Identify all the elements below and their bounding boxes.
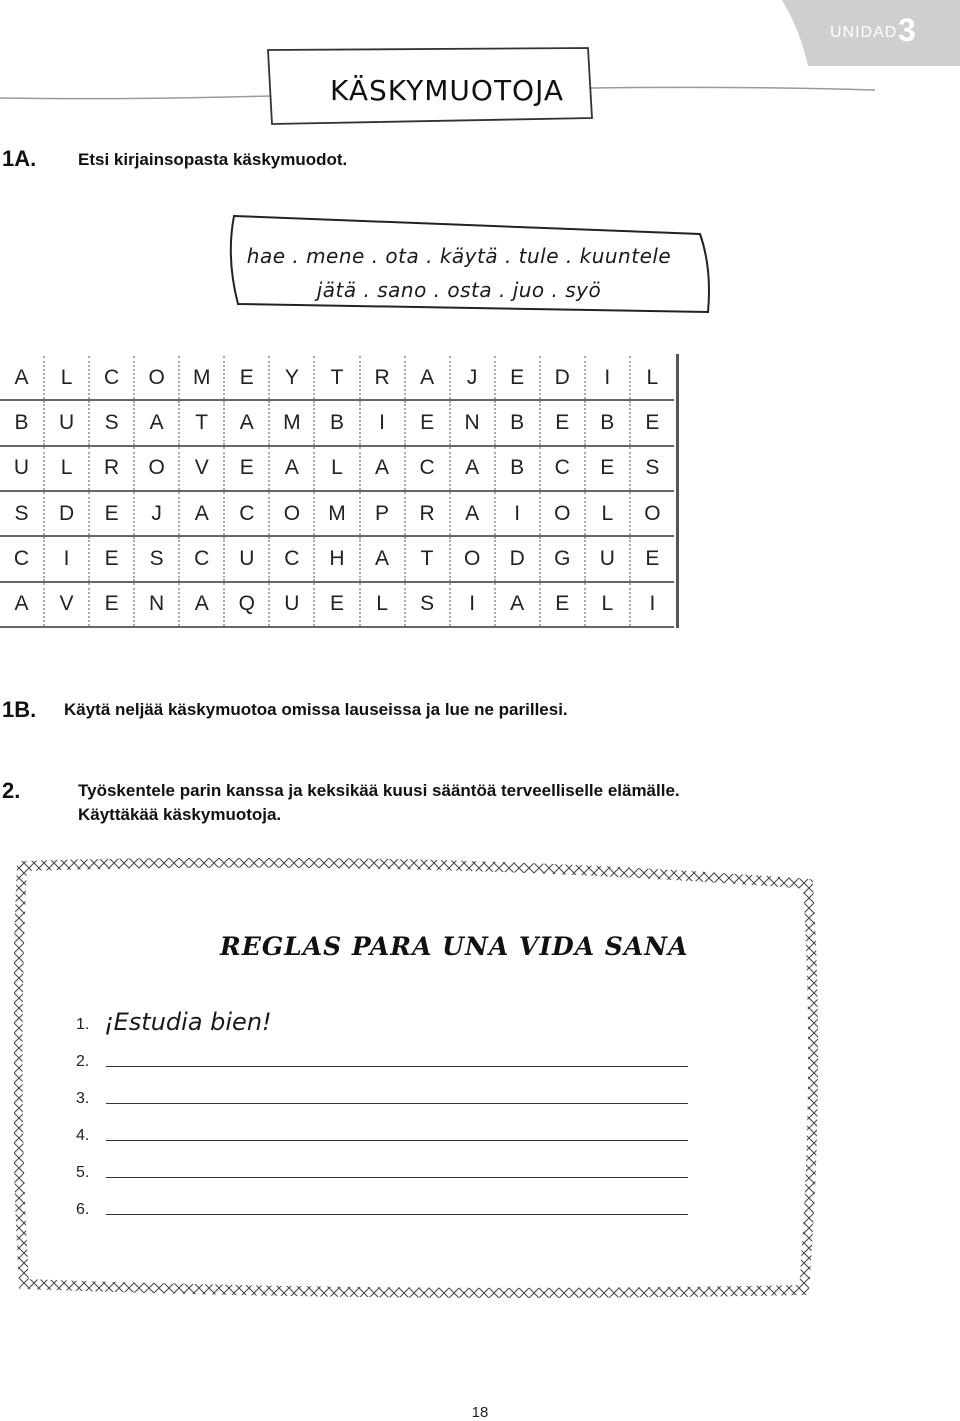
letter-cell[interactable]: L xyxy=(314,446,359,491)
title-rule-left xyxy=(0,96,270,99)
letter-cell[interactable]: R xyxy=(405,491,450,536)
unit-number: 3 xyxy=(898,12,916,48)
letter-cell[interactable]: B xyxy=(585,400,630,445)
rule-number-3: 3. xyxy=(76,1090,90,1107)
letter-grid-row xyxy=(0,446,674,491)
letter-grid-row xyxy=(0,582,674,627)
exercise-1a-number: 1A. xyxy=(2,146,37,171)
letter-cell[interactable]: E xyxy=(224,446,269,491)
letter-cell[interactable]: A xyxy=(405,356,450,400)
letter-cell[interactable]: A xyxy=(495,582,540,627)
letter-cell[interactable]: B xyxy=(495,446,540,491)
letter-cell[interactable]: E xyxy=(314,582,359,627)
letter-cell[interactable]: L xyxy=(44,446,89,491)
letter-cell[interactable]: E xyxy=(89,491,134,536)
letter-cell[interactable]: C xyxy=(269,536,314,581)
letter-cell[interactable]: T xyxy=(405,536,450,581)
letter-cell[interactable]: M xyxy=(269,400,314,445)
letter-cell[interactable]: E xyxy=(495,356,540,400)
letter-cell[interactable]: C xyxy=(540,446,585,491)
exercise-1b-number: 1B. xyxy=(2,697,37,722)
letter-cell[interactable]: M xyxy=(179,356,224,400)
letter-cell[interactable]: I xyxy=(360,400,405,445)
word-bank xyxy=(224,212,704,322)
exercise-2-instruction-line-2: Käyttäkää käskymuotoja. xyxy=(78,805,282,824)
rule-number-4: 4. xyxy=(76,1127,90,1144)
rules-box-frame xyxy=(14,858,826,1306)
letter-cell[interactable]: E xyxy=(89,582,134,627)
rule-answer-line-5[interactable] xyxy=(106,1177,688,1178)
unit-label: UNIDAD xyxy=(830,24,898,41)
page-number: 18 xyxy=(471,1404,489,1421)
rule-answer-line-6[interactable] xyxy=(106,1214,688,1215)
letter-cell[interactable]: B xyxy=(0,400,44,445)
letter-cell[interactable]: B xyxy=(495,400,540,445)
rule-text-1: ¡Estudia bien! xyxy=(104,1008,272,1036)
letter-grid-row xyxy=(0,356,674,400)
letter-cell[interactable]: E xyxy=(630,536,674,581)
letter-cell[interactable]: E xyxy=(224,356,269,400)
rule-number-6: 6. xyxy=(76,1201,90,1218)
rule-answer-line-2[interactable] xyxy=(106,1066,688,1067)
letter-cell[interactable]: R xyxy=(89,446,134,491)
letter-cell[interactable]: U xyxy=(224,536,269,581)
letter-cell[interactable]: C xyxy=(0,536,44,581)
letter-cell[interactable]: I xyxy=(495,491,540,536)
letter-cell[interactable]: O xyxy=(540,491,585,536)
word-bank-line-1: hae . mene . ota . käytä . tule . kuuntele xyxy=(246,244,672,268)
letter-cell[interactable]: E xyxy=(89,536,134,581)
letter-cell[interactable]: L xyxy=(630,356,674,400)
letter-grid-row xyxy=(0,491,674,536)
letter-cell[interactable]: U xyxy=(585,536,630,581)
exercise-1b-instruction: Käytä neljää käskymuotoa omissa lauseissa ja lue ne parillesi. xyxy=(64,700,568,719)
exercise-2-number: 2. xyxy=(2,778,21,803)
letter-cell[interactable]: Q xyxy=(224,582,269,627)
letter-cell[interactable]: A xyxy=(179,582,224,627)
letter-cell[interactable]: P xyxy=(360,491,405,536)
letter-cell[interactable]: S xyxy=(630,446,674,491)
letter-cell[interactable]: V xyxy=(179,446,224,491)
letter-cell[interactable]: A xyxy=(450,491,495,536)
letter-grid-frame xyxy=(0,354,679,628)
letter-cell[interactable]: A xyxy=(224,400,269,445)
letter-cell[interactable]: A xyxy=(269,446,314,491)
letter-cell[interactable]: C xyxy=(89,356,134,400)
page-title: KÄSKYMUOTOJA xyxy=(330,74,565,107)
letter-cell[interactable]: U xyxy=(269,582,314,627)
letter-cell[interactable]: I xyxy=(450,582,495,627)
letter-cell[interactable]: U xyxy=(0,446,44,491)
letter-grid-row xyxy=(0,400,674,445)
letter-cell[interactable]: D xyxy=(44,491,89,536)
rule-answer-line-3[interactable] xyxy=(106,1103,688,1104)
rule-answer-line-4[interactable] xyxy=(106,1140,688,1141)
letter-cell[interactable]: S xyxy=(405,582,450,627)
letter-cell[interactable]: L xyxy=(360,582,405,627)
rule-number-1: 1. xyxy=(76,1016,90,1033)
letter-cell[interactable]: I xyxy=(585,356,630,400)
letter-cell[interactable]: A xyxy=(360,446,405,491)
letter-cell[interactable]: E xyxy=(405,400,450,445)
letter-cell[interactable]: C xyxy=(405,446,450,491)
letter-cell[interactable]: O xyxy=(269,491,314,536)
rule-number-5: 5. xyxy=(76,1164,90,1181)
letter-cell[interactable]: E xyxy=(540,400,585,445)
letter-cell[interactable]: A xyxy=(0,356,44,400)
letter-cell[interactable]: A xyxy=(134,400,179,445)
letter-cell[interactable]: O xyxy=(630,491,674,536)
letter-cell[interactable]: J xyxy=(134,491,179,536)
letter-cell[interactable]: C xyxy=(224,491,269,536)
letter-cell[interactable]: V xyxy=(44,582,89,627)
letter-cell[interactable]: N xyxy=(134,582,179,627)
letter-cell[interactable]: A xyxy=(179,491,224,536)
letter-cell[interactable]: L xyxy=(585,491,630,536)
letter-cell[interactable]: O xyxy=(450,536,495,581)
rules-box-title: REGLAS PARA UNA VIDA SANA xyxy=(220,932,689,961)
letter-cell[interactable]: L xyxy=(44,356,89,400)
exercise-1a-instruction: Etsi kirjainsopasta käskymuodot. xyxy=(78,150,348,169)
letter-cell[interactable]: T xyxy=(179,400,224,445)
letter-cell[interactable]: G xyxy=(540,536,585,581)
letter-cell[interactable]: I xyxy=(44,536,89,581)
letter-cell[interactable]: N xyxy=(450,400,495,445)
letter-cell[interactable]: B xyxy=(314,400,359,445)
letter-cell[interactable]: O xyxy=(134,356,179,400)
letter-cell[interactable]: C xyxy=(179,536,224,581)
letter-cell[interactable]: U xyxy=(44,400,89,445)
letter-cell[interactable]: D xyxy=(540,356,585,400)
letter-cell[interactable]: A xyxy=(360,536,405,581)
letter-cell[interactable]: H xyxy=(314,536,359,581)
letter-grid-row xyxy=(0,536,674,581)
letter-cell[interactable]: T xyxy=(314,356,359,400)
letter-cell[interactable]: E xyxy=(585,446,630,491)
letter-cell[interactable]: E xyxy=(540,582,585,627)
title-rule-right xyxy=(590,87,875,90)
letter-cell[interactable]: J xyxy=(450,356,495,400)
letter-cell[interactable]: R xyxy=(360,356,405,400)
letter-cell[interactable]: Y xyxy=(269,356,314,400)
exercise-2-instruction-line-1: Työskentele parin kanssa ja keksikää kuusi sääntöä terveelliselle elämälle. xyxy=(78,781,680,800)
letter-cell[interactable]: S xyxy=(134,536,179,581)
letter-cell[interactable]: A xyxy=(0,582,44,627)
letter-cell[interactable]: O xyxy=(134,446,179,491)
letter-cell[interactable]: E xyxy=(630,400,674,445)
letter-grid xyxy=(0,356,674,628)
letter-cell[interactable]: M xyxy=(314,491,359,536)
letter-cell[interactable]: D xyxy=(495,536,540,581)
letter-cell[interactable]: S xyxy=(89,400,134,445)
letter-cell[interactable]: L xyxy=(585,582,630,627)
letter-cell[interactable]: I xyxy=(630,582,674,627)
letter-cell[interactable]: S xyxy=(0,491,44,536)
letter-cell[interactable]: A xyxy=(450,446,495,491)
rule-number-2: 2. xyxy=(76,1053,90,1070)
word-bank-line-2: jätä . sano . osta . juo . syö xyxy=(316,278,602,302)
